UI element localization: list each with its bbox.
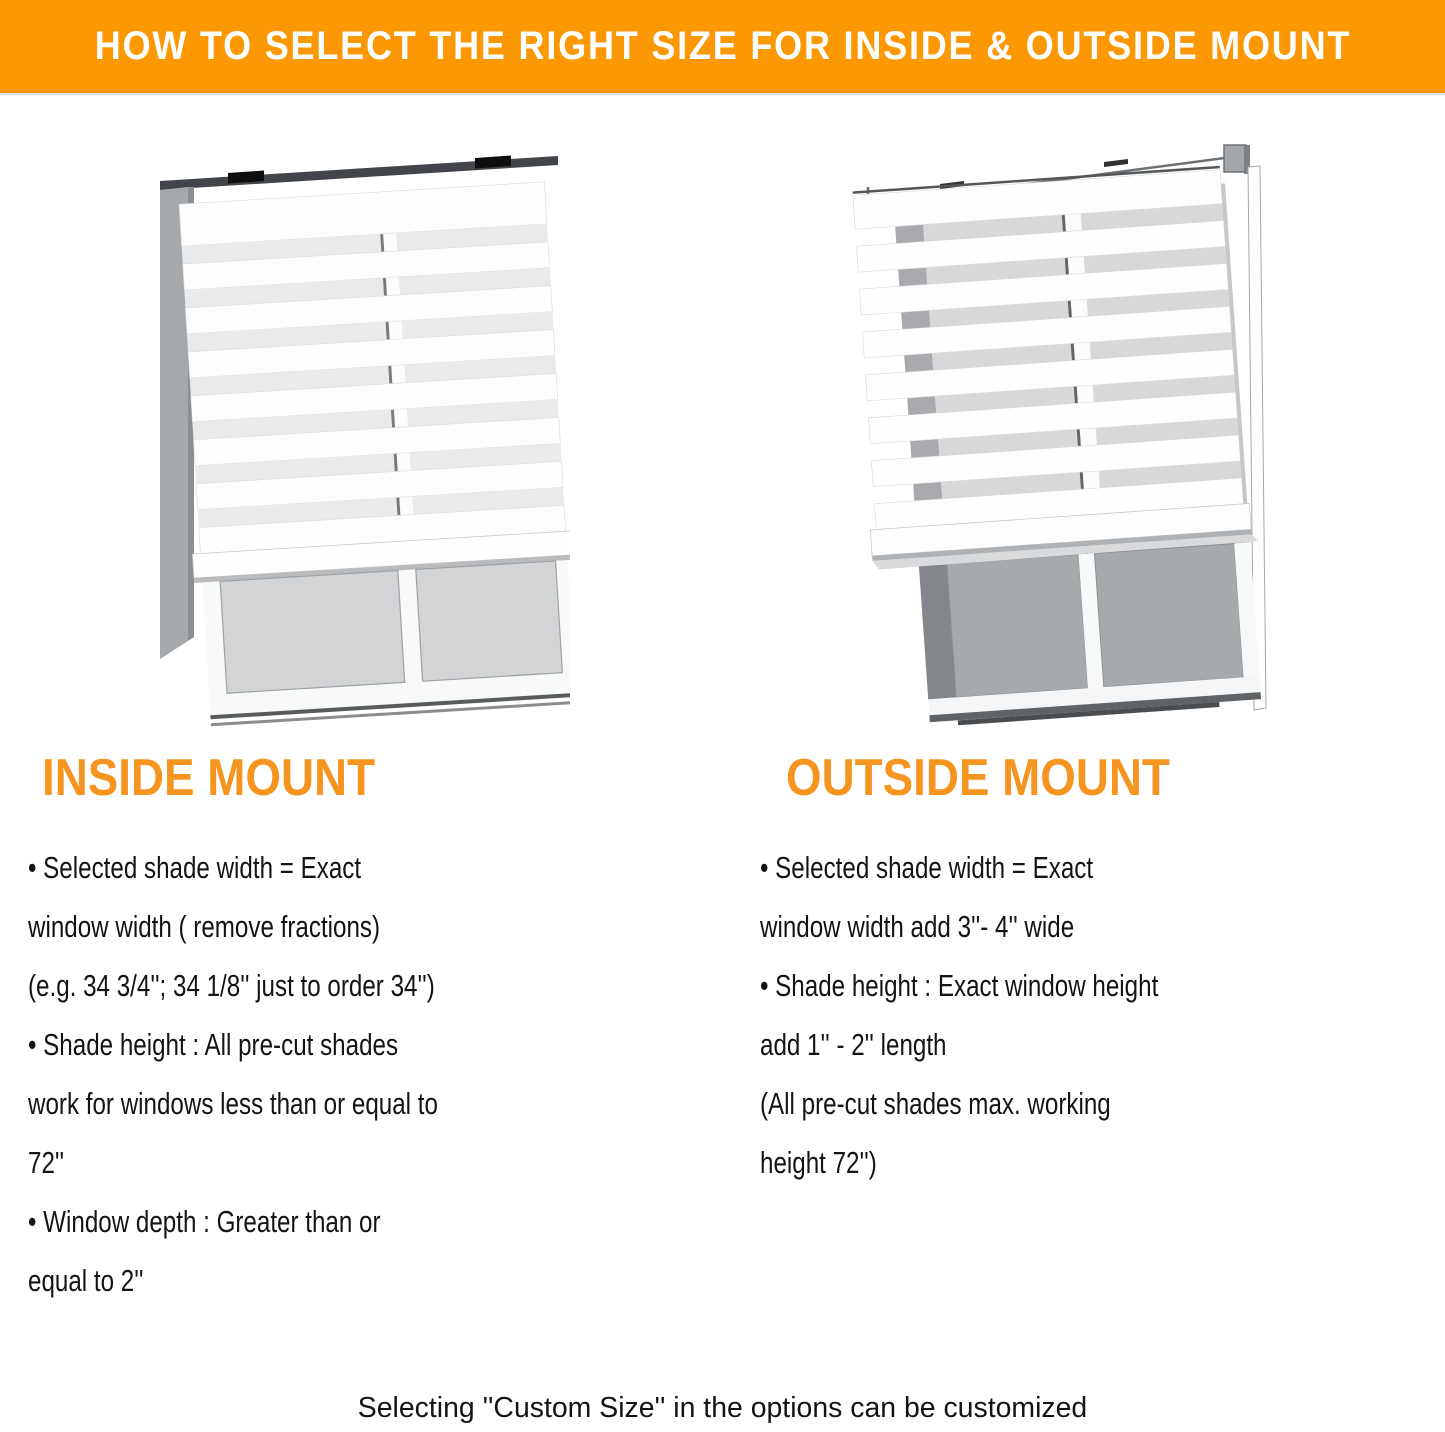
glass-pane-right [1094,544,1243,687]
instruction-line: (e.g. 34 3/4''; 34 1/8'' just to order 34'') [28,968,435,1003]
instruction-line: • Selected shade width = Exact [28,850,362,885]
inside-mount-instructions [28,838,574,1310]
outside-mount-instructions [760,838,1306,1192]
instruction-line: • Selected shade width = Exact [760,850,1094,885]
outside-mount-window-illustration [852,133,1282,743]
inside-mount-window-illustration [150,143,570,738]
custom-size-note: Selecting ''Custom Size'' in the options can be customized [357,1392,1088,1424]
zebra-shade-stripes [179,182,566,554]
outside-mount-heading: OUTSIDE MOUNT [786,749,1170,807]
inside-mount-heading: INSIDE MOUNT [42,749,376,807]
instruction-line: add 1'' - 2'' length [760,1027,947,1062]
screw-mark-icon [1104,159,1128,167]
window-lower [919,542,1261,727]
glass-pane-left [220,571,405,694]
instruction-line: height 72'') [760,1145,877,1180]
instruction-line: (All pre-cut shades max. working [760,1086,1111,1121]
instruction-line: equal to 2'' [28,1263,144,1298]
glass-pane-left [947,554,1088,697]
instruction-line: work for windows less than or equal to [28,1086,438,1121]
instruction-line: • Window depth : Greater than or [28,1204,381,1239]
instruction-line: 72'' [28,1145,65,1180]
instruction-line: • Shade height : All pre-cut shades [28,1027,399,1062]
instruction-line: window width ( remove fractions) [28,909,381,944]
page-title: HOW TO SELECT THE RIGHT SIZE FOR INSIDE & OUTSIDE MOUNT [94,24,1351,68]
window-lower [202,560,570,726]
header-banner [0,0,1445,95]
mount-bracket-icon [1224,145,1246,172]
instruction-line: • Shade height : Exact window height [760,968,1159,1003]
zebra-shade-stripes [853,166,1244,530]
instruction-line: window width add 3''- 4'' wide [760,909,1075,944]
glass-pane-right [416,561,563,681]
